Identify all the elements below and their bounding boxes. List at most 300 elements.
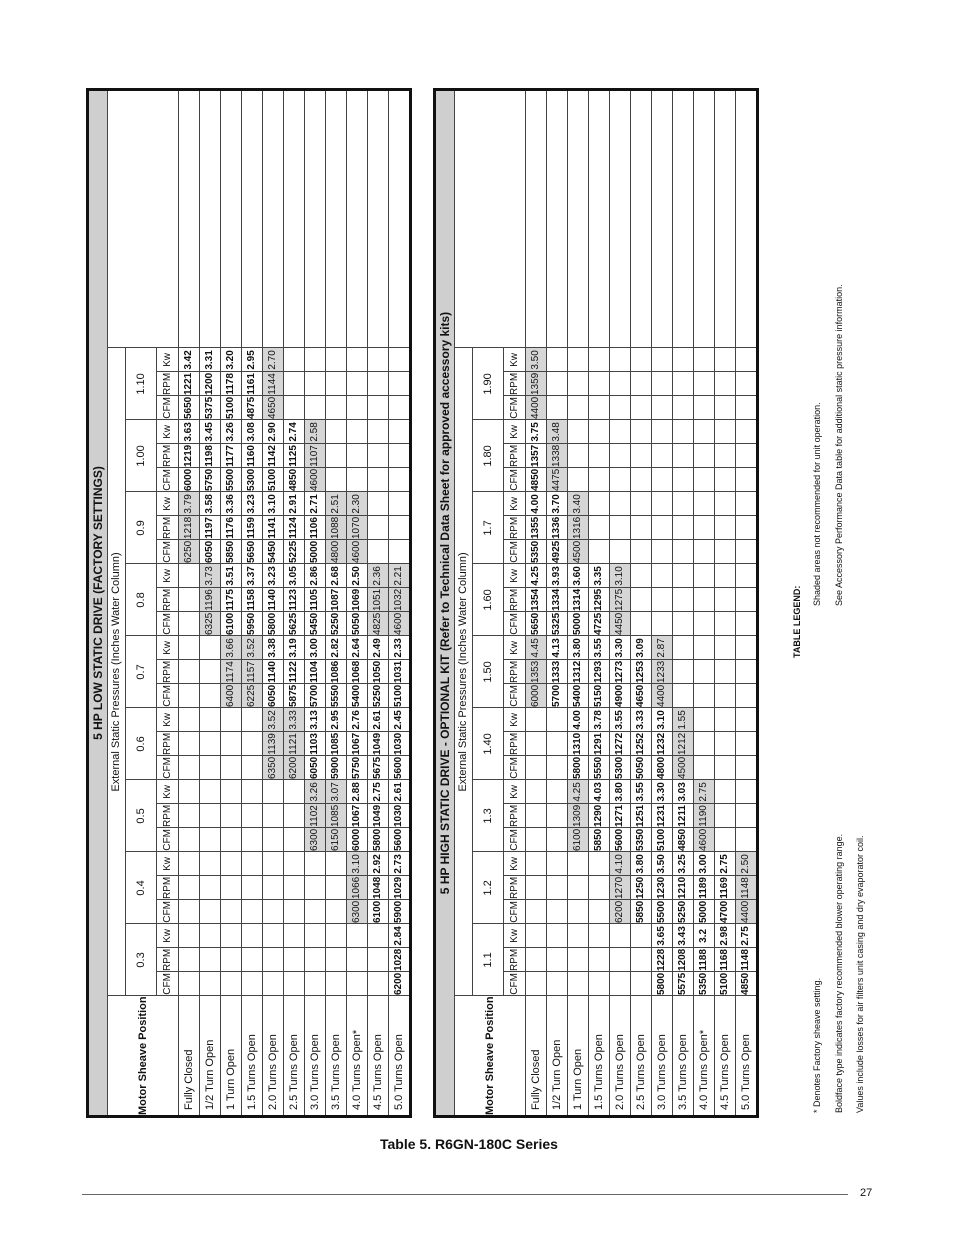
data-cell: [694, 732, 715, 756]
data-cell: 4400: [526, 396, 547, 420]
table-row: [221, 90, 242, 1117]
data-cell: 5375: [200, 396, 221, 420]
data-cell: 5100: [389, 684, 411, 708]
data-cell: 3.10: [652, 708, 673, 732]
data-cell: [610, 372, 631, 396]
data-cell: [368, 924, 389, 948]
data-cell: [589, 972, 610, 996]
data-cell: 5500: [221, 468, 242, 492]
data-cell: 3.10: [263, 492, 284, 516]
unit-label: CFM: [157, 612, 179, 636]
data-cell: [263, 972, 284, 996]
spacer-cell: [547, 90, 568, 348]
data-cell: [200, 636, 221, 660]
data-cell: [284, 372, 305, 396]
data-cell: 3.80: [568, 636, 589, 660]
data-cell: [736, 420, 758, 444]
data-cell: 5250: [368, 684, 389, 708]
data-cell: [673, 684, 694, 708]
data-cell: 3.13: [305, 708, 326, 732]
data-cell: [305, 396, 326, 420]
data-cell: [631, 948, 652, 972]
data-cell: 1121: [284, 732, 305, 756]
data-cell: 3.07: [326, 780, 347, 804]
sheave-position: 1/2 Turn Open: [200, 996, 221, 1117]
data-cell: 5550: [326, 684, 347, 708]
unit-label: RPM: [504, 732, 526, 756]
data-cell: [326, 444, 347, 468]
unit-label: Kw: [157, 852, 179, 876]
data-cell: [389, 468, 411, 492]
spacer-cell: [200, 90, 221, 348]
data-cell: 1178: [221, 372, 242, 396]
data-cell: 1049: [368, 804, 389, 828]
data-cell: 1355: [526, 516, 547, 540]
unit-label: RPM: [157, 804, 179, 828]
performance-table: [86, 88, 412, 1118]
data-cell: 3.09: [631, 636, 652, 660]
spacer-cell: [263, 90, 284, 348]
data-cell: [368, 348, 389, 372]
pressure-header: 0.8: [126, 564, 157, 636]
data-cell: 5950: [242, 612, 263, 636]
data-cell: 4.25: [568, 780, 589, 804]
pressure-header: 1.10: [126, 348, 157, 420]
data-cell: 4600: [694, 828, 715, 852]
data-cell: 5000: [568, 612, 589, 636]
data-cell: [568, 444, 589, 468]
data-cell: [736, 684, 758, 708]
data-cell: [610, 444, 631, 468]
data-cell: 1105: [305, 588, 326, 612]
data-cell: 1272: [610, 732, 631, 756]
spacer-cell: [526, 90, 547, 348]
data-cell: 4850: [673, 828, 694, 852]
data-cell: [610, 948, 631, 972]
data-cell: 3.37: [242, 564, 263, 588]
unit-label: Kw: [157, 348, 179, 372]
data-cell: [221, 972, 242, 996]
data-cell: [347, 396, 368, 420]
data-cell: 5650: [242, 540, 263, 564]
unit-label: CFM: [504, 972, 526, 996]
pressure-header: 1.90: [473, 348, 504, 420]
data-cell: 1068: [347, 660, 368, 684]
data-cell: 5325: [547, 612, 568, 636]
data-cell: 1233: [652, 660, 673, 684]
data-cell: [694, 660, 715, 684]
sheave-position: 4.5 Turns Open: [368, 996, 389, 1117]
unit-label: Kw: [504, 348, 526, 372]
table-row: [284, 90, 305, 1117]
data-cell: [242, 876, 263, 900]
sheave-position: 2.5 Turns Open: [284, 996, 305, 1117]
data-cell: 3.10: [610, 564, 631, 588]
data-cell: 4650: [631, 684, 652, 708]
data-cell: [347, 444, 368, 468]
data-cell: 4450: [610, 612, 631, 636]
data-cell: [179, 660, 200, 684]
data-cell: 1291: [589, 732, 610, 756]
data-cell: 1158: [242, 588, 263, 612]
data-cell: 4900: [610, 684, 631, 708]
data-cell: 4500: [673, 756, 694, 780]
table-row: [715, 90, 736, 1117]
table-row: [347, 90, 368, 1117]
data-cell: 3.58: [200, 492, 221, 516]
data-cell: 3.48: [547, 420, 568, 444]
data-cell: [589, 852, 610, 876]
data-cell: [694, 444, 715, 468]
table-row: [673, 90, 694, 1117]
data-cell: 2.74: [284, 420, 305, 444]
table-row: [631, 90, 652, 1117]
data-cell: 1230: [652, 876, 673, 900]
data-cell: [179, 708, 200, 732]
data-cell: [673, 468, 694, 492]
data-cell: [673, 564, 694, 588]
data-cell: [652, 612, 673, 636]
data-cell: [263, 804, 284, 828]
data-cell: [221, 900, 242, 924]
data-cell: 2.84: [389, 924, 411, 948]
data-cell: [547, 924, 568, 948]
data-cell: [715, 396, 736, 420]
data-cell: 1175: [221, 588, 242, 612]
data-cell: [589, 372, 610, 396]
data-cell: 4.00: [526, 492, 547, 516]
data-cell: [610, 924, 631, 948]
data-cell: 1088: [326, 516, 347, 540]
data-cell: [326, 396, 347, 420]
data-cell: [652, 372, 673, 396]
data-cell: 6100: [221, 612, 242, 636]
unit-label: Kw: [504, 492, 526, 516]
data-cell: 5400: [568, 684, 589, 708]
data-cell: [610, 492, 631, 516]
data-cell: 1031: [389, 660, 411, 684]
data-cell: 3.55: [589, 636, 610, 660]
table-row: [389, 90, 411, 1117]
unit-label: CFM: [157, 540, 179, 564]
data-cell: [694, 588, 715, 612]
corner-label: Motor Sheave Position: [136, 996, 149, 1115]
data-cell: [547, 804, 568, 828]
data-cell: 1309: [568, 804, 589, 828]
pressure-header: 0.7: [126, 636, 157, 708]
data-cell: 4825: [368, 612, 389, 636]
data-cell: [652, 348, 673, 372]
data-cell: [200, 804, 221, 828]
spacer-cell: [284, 90, 305, 348]
data-cell: [568, 372, 589, 396]
data-cell: 1028: [389, 948, 411, 972]
data-cell: [610, 396, 631, 420]
data-cell: [326, 468, 347, 492]
data-cell: [568, 420, 589, 444]
data-cell: 1161: [242, 372, 263, 396]
data-cell: [652, 588, 673, 612]
data-cell: 2.95: [326, 708, 347, 732]
corner-label: Motor Sheave Position: [483, 996, 496, 1115]
data-cell: [179, 588, 200, 612]
data-cell: 1169: [715, 876, 736, 900]
data-cell: [547, 780, 568, 804]
data-cell: 1168: [715, 948, 736, 972]
data-cell: 2.61: [368, 708, 389, 732]
data-cell: 1086: [326, 660, 347, 684]
data-cell: [736, 756, 758, 780]
data-cell: [200, 876, 221, 900]
data-cell: [652, 564, 673, 588]
data-cell: [368, 492, 389, 516]
data-cell: 1198: [200, 444, 221, 468]
table-row: [263, 90, 284, 1117]
data-cell: [284, 828, 305, 852]
unit-label: CFM: [504, 540, 526, 564]
data-cell: [736, 372, 758, 396]
data-cell: [242, 804, 263, 828]
data-cell: [221, 804, 242, 828]
data-cell: 1140: [263, 588, 284, 612]
data-cell: 3.52: [263, 708, 284, 732]
data-cell: [526, 804, 547, 828]
data-cell: 2.92: [368, 852, 389, 876]
data-cell: [694, 516, 715, 540]
data-cell: 2.51: [326, 492, 347, 516]
data-cell: [673, 660, 694, 684]
pressure-header: 1.50: [473, 636, 504, 708]
data-cell: [368, 444, 389, 468]
data-cell: 3.25: [673, 852, 694, 876]
data-cell: [589, 492, 610, 516]
data-cell: 5100: [263, 468, 284, 492]
data-cell: 2.36: [368, 564, 389, 588]
data-cell: [736, 636, 758, 660]
data-cell: 3.23: [242, 492, 263, 516]
unit-label: Kw: [504, 924, 526, 948]
data-cell: 1123: [284, 588, 305, 612]
data-cell: [389, 372, 411, 396]
data-cell: [389, 492, 411, 516]
spacer-cell: [673, 90, 694, 348]
data-cell: [200, 972, 221, 996]
data-cell: [694, 636, 715, 660]
table-row: [200, 90, 221, 1117]
data-cell: 1212: [673, 732, 694, 756]
data-cell: 4700: [715, 900, 736, 924]
data-cell: [368, 948, 389, 972]
data-cell: [179, 804, 200, 828]
data-cell: 3.55: [631, 780, 652, 804]
data-cell: 1070: [347, 516, 368, 540]
pressure-header: 0.6: [126, 708, 157, 780]
data-cell: [589, 540, 610, 564]
data-cell: 4.00: [568, 708, 589, 732]
data-cell: 4500: [568, 540, 589, 564]
pressure-header: 1.3: [473, 780, 504, 852]
unit-label: RPM: [504, 948, 526, 972]
data-cell: 1359: [526, 372, 547, 396]
data-cell: [694, 708, 715, 732]
data-cell: [631, 516, 652, 540]
data-cell: 2.68: [326, 564, 347, 588]
data-cell: [568, 876, 589, 900]
data-cell: 6000: [179, 468, 200, 492]
data-cell: [547, 972, 568, 996]
data-cell: [326, 924, 347, 948]
data-cell: [179, 564, 200, 588]
data-cell: [694, 564, 715, 588]
data-cell: [715, 492, 736, 516]
data-cell: [326, 420, 347, 444]
data-cell: [673, 444, 694, 468]
data-cell: 5850: [631, 900, 652, 924]
sheave-position: 4.5 Turns Open: [715, 996, 736, 1117]
data-cell: 1310: [568, 732, 589, 756]
data-cell: 3.33: [284, 708, 305, 732]
data-cell: [589, 348, 610, 372]
data-cell: 2.61: [389, 780, 411, 804]
data-cell: 5250: [326, 612, 347, 636]
spacer-cell: [652, 90, 673, 348]
data-cell: 1085: [326, 732, 347, 756]
data-cell: 4475: [547, 468, 568, 492]
data-cell: 6200: [389, 972, 411, 996]
spacer-cell: [108, 90, 179, 348]
data-cell: [610, 420, 631, 444]
data-cell: 4875: [242, 396, 263, 420]
legend-title: TABLE LEGEND:: [792, 585, 802, 658]
data-cell: 3.80: [631, 852, 652, 876]
table-row: [694, 90, 715, 1117]
sheave-position: 3.0 Turns Open: [305, 996, 326, 1117]
data-cell: 3.30: [652, 780, 673, 804]
data-cell: [305, 348, 326, 372]
data-cell: 2.49: [368, 636, 389, 660]
data-cell: 5900: [326, 756, 347, 780]
data-cell: 1210: [673, 876, 694, 900]
table-row: [589, 90, 610, 1117]
sheave-position: 1 Turn Open: [568, 996, 589, 1117]
data-cell: 6200: [610, 900, 631, 924]
data-cell: [347, 972, 368, 996]
data-cell: 1125: [284, 444, 305, 468]
unit-label: CFM: [157, 828, 179, 852]
data-cell: [284, 348, 305, 372]
pressure-header: 1.00: [126, 420, 157, 492]
data-cell: 5100: [715, 972, 736, 996]
data-cell: 2.75: [368, 780, 389, 804]
data-cell: 2.58: [305, 420, 326, 444]
data-cell: [589, 468, 610, 492]
table-row: [326, 90, 347, 1117]
data-cell: [326, 372, 347, 396]
data-cell: [305, 372, 326, 396]
data-cell: [715, 468, 736, 492]
data-cell: [631, 564, 652, 588]
data-cell: [631, 588, 652, 612]
data-cell: 3.36: [221, 492, 242, 516]
data-cell: 1312: [568, 660, 589, 684]
data-cell: [200, 900, 221, 924]
pressure-header: 1.80: [473, 420, 504, 492]
data-cell: [263, 924, 284, 948]
spacer-cell: [694, 90, 715, 348]
data-cell: 3.60: [568, 564, 589, 588]
data-cell: [631, 924, 652, 948]
data-cell: [715, 756, 736, 780]
data-cell: [673, 492, 694, 516]
data-cell: [736, 564, 758, 588]
unit-label: Kw: [504, 420, 526, 444]
unit-label: Kw: [157, 564, 179, 588]
data-cell: [526, 708, 547, 732]
data-cell: [673, 420, 694, 444]
esp-header-row: [108, 90, 126, 1117]
data-cell: 1295: [589, 588, 610, 612]
data-cell: 4600: [305, 468, 326, 492]
data-cell: [284, 924, 305, 948]
data-cell: 2.88: [347, 780, 368, 804]
data-cell: [652, 540, 673, 564]
data-cell: 5100: [652, 828, 673, 852]
data-cell: 1211: [673, 804, 694, 828]
data-cell: 2.73: [389, 852, 411, 876]
data-cell: 3.43: [673, 924, 694, 948]
data-cell: [368, 972, 389, 996]
data-cell: 5400: [347, 684, 368, 708]
data-cell: [736, 804, 758, 828]
data-cell: [221, 756, 242, 780]
data-cell: [305, 876, 326, 900]
data-cell: [326, 348, 347, 372]
data-cell: 5050: [631, 756, 652, 780]
data-cell: [547, 948, 568, 972]
data-cell: 6200: [284, 756, 305, 780]
data-cell: [305, 900, 326, 924]
data-cell: 3.66: [221, 636, 242, 660]
data-cell: 5100: [221, 396, 242, 420]
data-cell: [263, 780, 284, 804]
data-cell: 4.10: [610, 852, 631, 876]
unit-label: RPM: [504, 516, 526, 540]
data-cell: [305, 852, 326, 876]
data-cell: [631, 972, 652, 996]
legend-boldface: Boldface type indicates factory recommended blower operating range.: [834, 833, 844, 1113]
data-cell: [389, 516, 411, 540]
data-cell: 1333: [547, 660, 568, 684]
data-cell: [589, 900, 610, 924]
data-cell: [179, 948, 200, 972]
data-cell: 4725: [589, 612, 610, 636]
data-cell: 1048: [368, 876, 389, 900]
data-cell: [326, 876, 347, 900]
data-cell: 1160: [242, 444, 263, 468]
data-cell: 6225: [242, 684, 263, 708]
data-cell: [715, 660, 736, 684]
legend-losses: Values include losses for air filters unit casing and dry evaporator coil.: [855, 835, 865, 1113]
data-cell: 2.82: [326, 636, 347, 660]
data-cell: 1148: [736, 948, 758, 972]
data-cell: 5350: [694, 972, 715, 996]
pressure-header: 1.1: [473, 924, 504, 996]
data-cell: [263, 852, 284, 876]
data-cell: [368, 396, 389, 420]
data-cell: 1050: [368, 660, 389, 684]
data-cell: [347, 420, 368, 444]
spacer-cell: [179, 90, 200, 348]
